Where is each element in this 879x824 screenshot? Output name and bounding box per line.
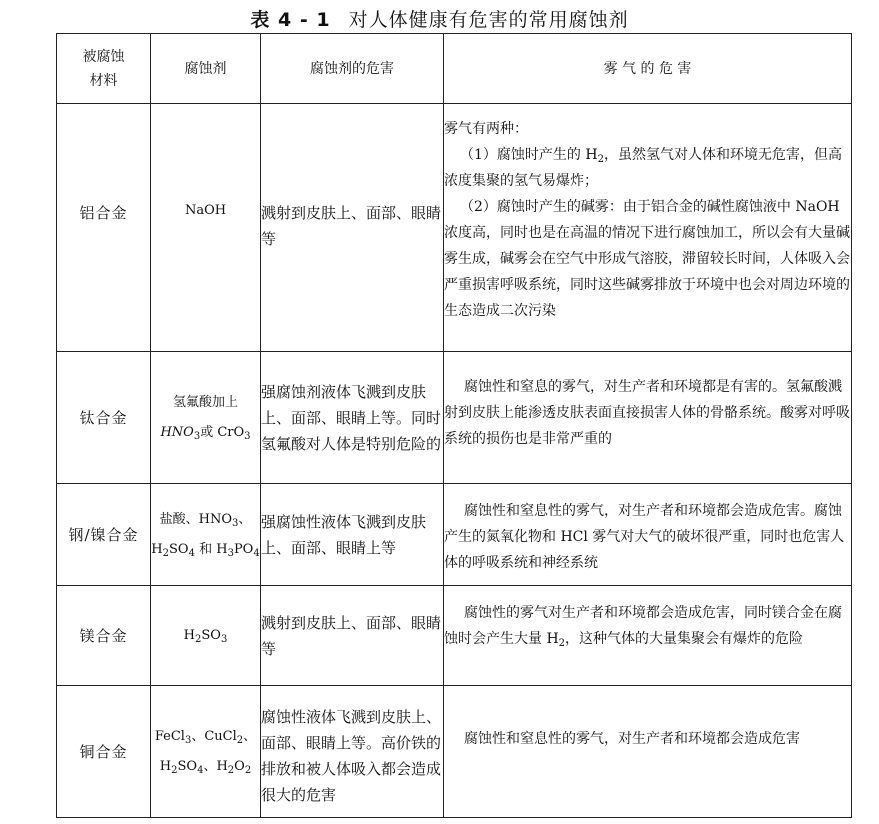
table-row (57, 484, 852, 586)
table-caption (0, 5, 879, 32)
header-material: 被腐蚀 材料 (57, 34, 151, 104)
mist-harm-cell: 腐蚀性的雾气对生产者和环境都会造成危害，同时镁合金在腐蚀时会产生大量 $H_2$，这种气体的大量集聚会有爆炸的危险 (444, 586, 852, 686)
mist-item-2: （2）腐蚀时产生的碱雾：由于铝合金的碱性腐蚀液中 NaOH 浓度高，同时也是在高温的情况下进行腐蚀加工，所以会有大量碱雾生成，碱雾会在空气中形成气溶胶，滞留较长时间，人体吸入会严重损害呼吸系统，同时这些碱雾排放于环境中也会对周边环境的生态造成二次污染 (444, 199, 850, 319)
agent-cell: FeCl$_3$、CuCl$_2$、 $H_2SO_4$、$H_2O_2$ (151, 686, 261, 818)
agent-harm-cell: 溅射到皮肤上、面部、眼睛等 (261, 586, 444, 686)
agent-cell: 氢氟酸加上 $HNO_3$或 CrO$_3$ (151, 352, 261, 484)
agent-harm-cell: 强腐蚀性液体飞溅到皮肤上、面部、眼睛上等 (261, 484, 444, 586)
mist-intro: 雾气有两种： (444, 121, 528, 137)
agent-harm-cell: 强腐蚀剂液体飞溅到皮肤上、面部、眼睛上等。同时氢氟酸对人体是特别危险的 (261, 352, 444, 484)
mist-item-1: （1）腐蚀时产生的 $H_2$，虽然氢气对人体和环境无危害，但高浓度集聚的氢气易爆炸； (444, 147, 842, 189)
table-row (57, 686, 852, 818)
mist-harm-cell: 腐蚀性和窒息性的雾气，对生产者和环境都会造成危害。腐蚀产生的氮氧化物和 HCl 雾气对大气的破坏很严重，同时也危害人体的呼吸系统和神经系统 (444, 484, 852, 586)
mist-harm-cell (444, 104, 852, 352)
header-agent: 腐蚀剂 (151, 34, 261, 104)
material-cell: 铝合金 (57, 104, 151, 352)
material-cell: 钛合金 (57, 352, 151, 484)
table-row (57, 104, 852, 352)
table-header-row (57, 34, 852, 104)
agent-harm-cell: 腐蚀性液体飞溅到皮肤上、面部、眼睛上等。高价铁的排放和被人体吸入都会造成很大的危害 (261, 686, 444, 818)
corrosive-agents-table (56, 33, 852, 818)
table-title: 对人体健康有危害的常用腐蚀剂 (348, 9, 629, 31)
agent-cell: 盐酸、$HNO_3$、 $H_2SO_4$ 和 $H_3PO_4$ (151, 484, 261, 586)
agent-cell: $H_2SO_3$ (151, 586, 261, 686)
material-cell: 镁合金 (57, 586, 151, 686)
mist-harm-cell: 腐蚀性和窒息性的雾气，对生产者和环境都会造成危害 (444, 686, 852, 818)
agent-harm-cell: 溅射到皮肤上、面部、眼睛等 (261, 104, 444, 352)
table-number: 表 4 - 1 (250, 9, 331, 31)
header-agent-harm: 腐蚀剂的危害 (261, 34, 444, 104)
table-row (57, 586, 852, 686)
header-mist-harm: 雾 气 的 危 害 (444, 34, 852, 104)
material-cell: 钢/镍合金 (57, 484, 151, 586)
mist-harm-cell: 腐蚀性和窒息的雾气，对生产者和环境都是有害的。氢氟酸溅射到皮肤上能渗透皮肤表面直接损害人体的骨骼系统。酸雾对呼吸系统的损伤也是非常严重的 (444, 352, 852, 484)
material-cell: 铜合金 (57, 686, 151, 818)
agent-cell: NaOH (151, 104, 261, 352)
table-row (57, 352, 852, 484)
